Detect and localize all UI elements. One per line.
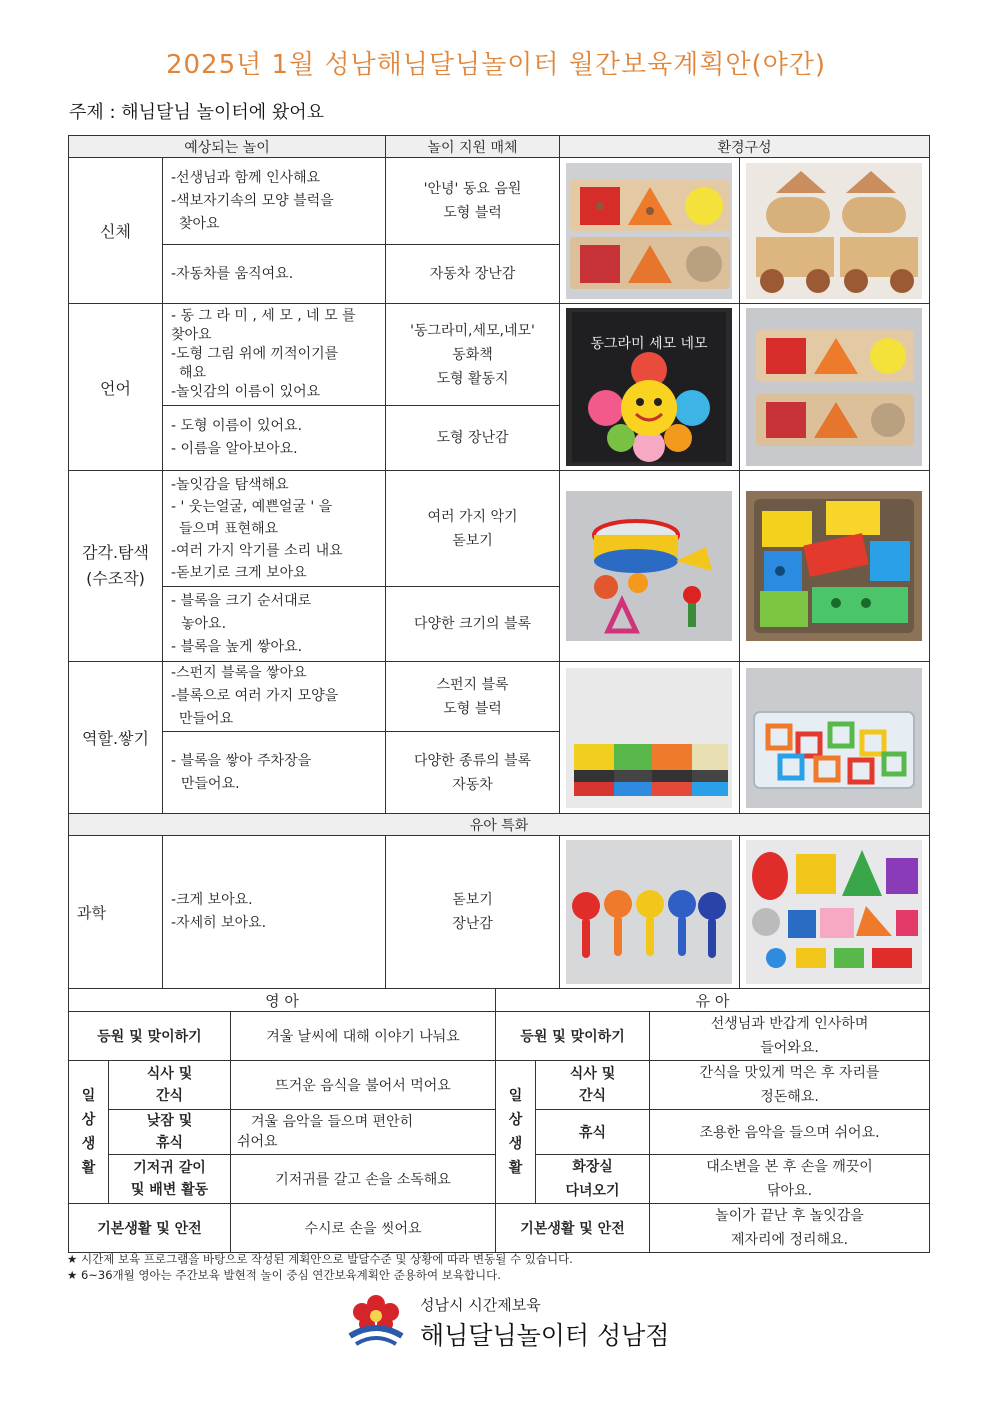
safety-toddler: 놀이가 끝난 후 놀잇감을 제자리에 정리해요. — [650, 1204, 930, 1253]
shape-puzzle-photo — [566, 163, 732, 299]
rest-infant: 겨울 음악을 들으며 편안히 쉬어요 — [231, 1110, 496, 1155]
footer-line2: 해님달님놀이터 성남점 — [420, 1321, 670, 1350]
toy-instruments-photo — [566, 491, 732, 641]
safety-label-infant: 기본생활 및 안전 — [69, 1204, 231, 1253]
material-cell: 돋보기 장난감 — [386, 836, 560, 989]
flower-logo-icon — [346, 1292, 406, 1348]
safety-label-toddler: 기본생활 및 안전 — [496, 1204, 650, 1253]
shape-sorter-toys-photo — [746, 840, 922, 984]
play-plan-table — [68, 135, 930, 989]
arrival-infant: 겨울 날씨에 대해 이야기 나눠요 — [231, 1012, 496, 1061]
toilet-toddler: 대소변을 본 후 손을 깨끗이 닦아요. — [650, 1155, 930, 1204]
play-cell: - 도형 이름이 있어요. - 이름을 알아보아요. — [163, 406, 386, 471]
daily-life-table — [68, 988, 930, 1253]
meal-label-toddler: 식사 및 간식 — [536, 1061, 650, 1110]
play-cell: - 동 그 라 미 , 세 모 , 네 모 를 찾아요 -도형 그림 위에 끼적이기를 해요 -놀잇감의 이름이 있어요 — [163, 304, 386, 406]
header-env: 환경구성 — [560, 136, 930, 158]
env-photo — [740, 662, 930, 814]
note-line: ★ 6~36개월 영아는 주간보육 발현적 놀이 중심 연간보육계획안 준용하여 보육합니다. — [67, 1268, 501, 1282]
arrival-label-infant: 등원 및 맞이하기 — [69, 1012, 231, 1061]
foam-blocks-basket-photo — [746, 491, 922, 641]
toddler-header: 유 아 — [496, 989, 930, 1012]
play-cell: -스펀지 블록을 쌓아요 -블록으로 여러 가지 모양을 만들어요 — [163, 662, 386, 732]
meal-infant: 뜨거운 음식을 불어서 먹어요 — [231, 1061, 496, 1110]
daily-label-infant: 일 상 생 활 — [69, 1061, 109, 1204]
env-photo — [560, 662, 740, 814]
env-photo — [560, 158, 740, 304]
play-cell: -놀잇감을 탐색해요 - ' 웃는얼굴, 예쁜얼굴 ' 을 들으며 표현해요 -여러 가지 악기를 소리 내요 -돋보기로 크게 보아요 — [163, 471, 386, 587]
page-title: 2025년 1월 성남해님달님놀이터 월간보육계획안(야간) — [165, 50, 827, 80]
meal-label-infant: 식사 및 간식 — [109, 1061, 231, 1110]
toilet-infant: 기저귀를 갈고 손을 소독해요 — [231, 1155, 496, 1204]
meal-toddler: 간식을 맛있게 먹은 후 자리를 정돈해요. — [650, 1061, 930, 1110]
play-cell: -자동차를 움직여요. — [163, 245, 386, 304]
env-photo — [560, 836, 740, 989]
arrival-toddler: 선생님과 반갑게 인사하며 들어와요. — [650, 1012, 930, 1061]
sponge-blocks-photo — [566, 668, 732, 808]
category-role-building: 역할.쌓기 — [69, 662, 163, 814]
material-cell: 여러 가지 악기 돋보기 — [386, 471, 560, 587]
footer-line1: 성남시 시간제보육 — [420, 1296, 541, 1314]
env-photo — [740, 158, 930, 304]
material-cell: '동그라미,세모,네모' 동화책 도형 활동지 — [386, 304, 560, 406]
magnifiers-photo — [566, 840, 732, 984]
env-photo — [740, 836, 930, 989]
env-photo — [560, 304, 740, 471]
picture-book-photo — [566, 308, 732, 466]
rest-toddler: 조용한 음악을 들으며 쉬어요. — [650, 1110, 930, 1155]
rest-label-infant: 낮잠 및 휴식 — [109, 1110, 231, 1155]
special-header: 유아 특화 — [69, 814, 930, 836]
material-cell: 다양한 종류의 블록 자동차 — [386, 732, 560, 814]
toilet-label-infant: 기저귀 갈이 및 배변 활동 — [109, 1155, 231, 1204]
rest-label-toddler: 휴식 — [536, 1110, 650, 1155]
play-cell: -크게 보아요. -자세히 보아요. — [163, 836, 386, 989]
material-cell: 도형 장난감 — [386, 406, 560, 471]
material-cell: 스펀지 블록 도형 블럭 — [386, 662, 560, 732]
header-play: 예상되는 놀이 — [69, 136, 386, 158]
link-blocks-box-photo — [746, 668, 922, 808]
theme-label: 주제 : 해님달님 놀이터에 왔어요 — [69, 102, 324, 123]
play-cell: - 블록을 쌓아 주차장을 만들어요. — [163, 732, 386, 814]
wooden-car-blocks-photo — [746, 163, 922, 299]
svg-text:동그라미 세모 네모: 동그라미 세모 네모 — [590, 336, 708, 352]
env-photo — [740, 304, 930, 471]
category-sensory: 감각.탐색 (수조작) — [69, 471, 163, 662]
category-physical: 신체 — [69, 158, 163, 304]
note-line: ★ 시간제 보육 프로그램을 바탕으로 작성된 계획안으로 발달수준 및 상황에 따라 변동될 수 있습니다. — [67, 1252, 573, 1266]
infant-header: 영 아 — [69, 989, 496, 1012]
arrival-label-toddler: 등원 및 맞이하기 — [496, 1012, 650, 1061]
daily-label-toddler: 일 상 생 활 — [496, 1061, 536, 1204]
notes — [67, 1251, 573, 1283]
material-cell: '안녕' 동요 음원 도형 블럭 — [386, 158, 560, 245]
material-cell: 자동차 장난감 — [386, 245, 560, 304]
safety-infant: 수시로 손을 씻어요 — [231, 1204, 496, 1253]
category-science: 과학 — [69, 836, 163, 989]
footer-logo — [340, 1290, 700, 1350]
material-cell: 다양한 크기의 블록 — [386, 587, 560, 662]
header-material: 놀이 지원 매체 — [386, 136, 560, 158]
shape-puzzle-photo — [746, 308, 922, 466]
play-cell: -선생님과 함께 인사해요 -색보자기속의 모양 블럭을 찾아요 — [163, 158, 386, 245]
toilet-label-toddler: 화장실 다녀오기 — [536, 1155, 650, 1204]
play-cell: - 블록을 크기 순서대로 놓아요. - 블록을 높게 쌓아요. — [163, 587, 386, 662]
env-photo — [740, 471, 930, 662]
env-photo — [560, 471, 740, 662]
category-language: 언어 — [69, 304, 163, 471]
